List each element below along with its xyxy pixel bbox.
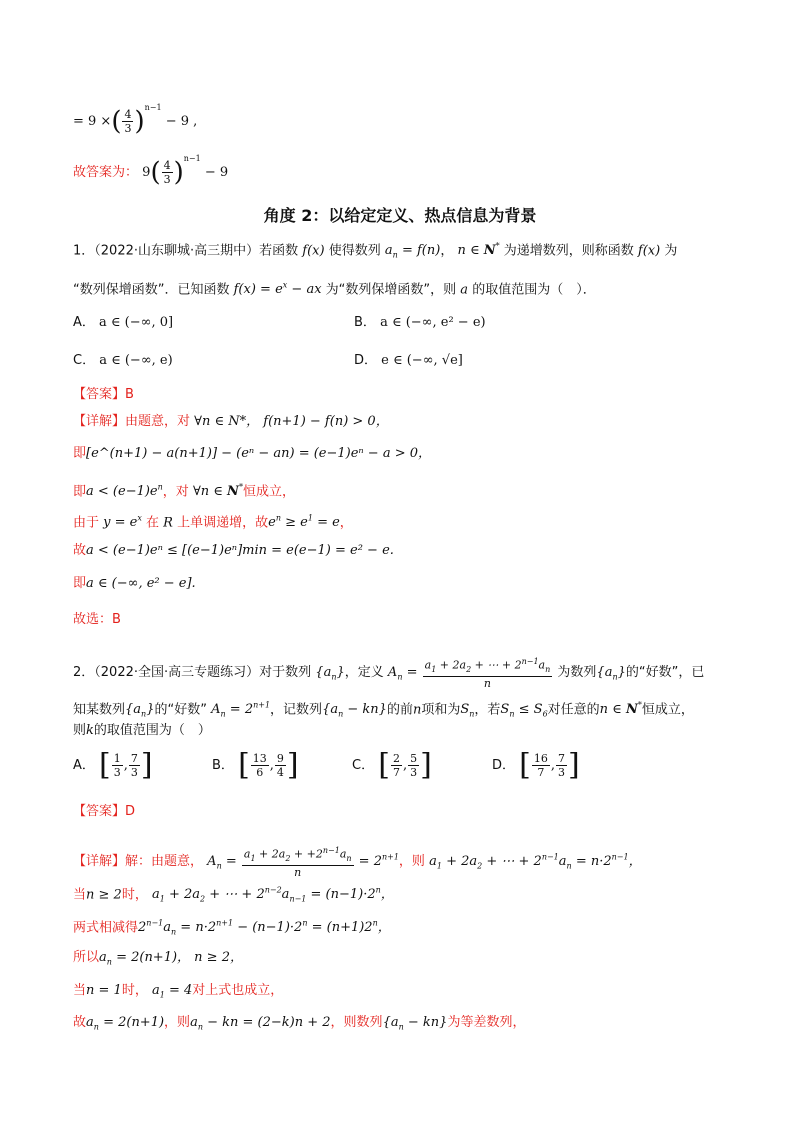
option-label: C．: [73, 353, 96, 368]
q1-option-a[interactable]: [73, 314, 173, 332]
q1-detail-line-5: [73, 542, 394, 560]
detail-text: 对上式也成立，: [192, 983, 284, 998]
detail-formula: $2^{n-1}a_n = n\cdot 2^{n+1} - (n-1)\cdot 2^n = (n+1)2^n$，: [138, 919, 391, 937]
option-label: D．: [354, 353, 378, 368]
q1-option-d[interactable]: [354, 352, 463, 370]
q2-detail-line-2: [73, 882, 394, 909]
q2-Sn: $S_n$: [460, 702, 475, 719]
q2-detail-line-6: [73, 1014, 525, 1037]
q1-stem-text: 若函数: [259, 243, 299, 259]
answer-conclusion-line: 故答案为： 9( $\frac{4}{3}$ )$^{n-1}$ − 9: [73, 153, 229, 188]
detail-formula: $a < (e-1)e^n$: [86, 483, 163, 500]
q2-stem-text: 为数列: [557, 664, 597, 680]
detail-formula: $a_1 = 4$: [151, 983, 193, 1000]
q1-fx: f(x): [302, 243, 325, 259]
option-label: B．: [212, 758, 234, 773]
detail-formula: n = 1: [86, 983, 122, 998]
q2-stem-text: 的“好数”: [154, 702, 207, 718]
q1-detail-line-3: 即$a < (e-1)e^n$，对 ∀n ∈ N*恒成立，: [73, 483, 295, 500]
q2-stem-text: 恒成立，: [641, 702, 694, 718]
q2-answer: 【答案】D: [73, 804, 136, 819]
option-value: a ∈ (−∞, e): [99, 353, 173, 368]
q2-number: 2．: [73, 664, 95, 680]
q2-seq-an: $\{a_n\}$: [315, 664, 345, 682]
detail-formula: $a_1 + 2a_2$ + ⋯ + $2^{n-2}a_{n-1} = (n-1)\cdot 2^n$，: [151, 886, 394, 904]
q2-n-domain: n ∈ N*: [599, 701, 642, 718]
detail-formula: [e^(n+1) − a(n+1)] − (eⁿ − an) = (e−1)eⁿ − a > 0，: [86, 446, 432, 461]
q1-source: （2022·山东聊城·高三期中）: [94, 243, 260, 259]
option-value: [ $\frac{13}{6}$ , $\frac{9}{4}$ ]: [238, 747, 299, 783]
answer-conclusion-label: 故答案为：: [73, 165, 139, 180]
q1-detail-line-1: [73, 413, 389, 431]
q2-stem-text: 项和为: [421, 702, 461, 718]
option-value: [ $\frac{1}{3}$ , $\frac{7}{3}$ ]: [99, 747, 153, 783]
option-value: a ∈ (−∞, e² − e): [380, 315, 486, 330]
detail-formula: ∀n ∈ N*: [192, 483, 243, 500]
q1-n-domain: n ∈ N*: [457, 242, 500, 259]
q1-number: 1．: [73, 243, 95, 259]
q1-var-a: a: [460, 282, 469, 298]
q2-source: （2022·全国·高三专题练习）: [94, 664, 260, 680]
q1-fx: f(x): [637, 243, 661, 259]
detail-text: ，则数列: [330, 1015, 383, 1030]
detail-text: 故: [73, 1015, 87, 1030]
detail-text: 解：由题意，: [125, 853, 204, 869]
detail-text: 由题意，对: [125, 414, 191, 429]
q1-function-def: $f(x) = e^x$ − ax: [233, 281, 322, 298]
q2-detail-line-1: [73, 844, 642, 879]
q1-stem-text: “数列保增函数”．已知函数: [73, 282, 230, 298]
q2-seq-an: $\{a_n\}$: [125, 702, 155, 719]
q2-seq-diff: $\{a_n - kn\}$: [322, 702, 387, 719]
q2-stem-text: 则: [73, 723, 87, 738]
detail-text: 在: [146, 515, 160, 531]
q1-stem-text: 为“数列保增函数”，则: [325, 282, 457, 298]
q2-detail-line-3: [73, 915, 391, 942]
option-label: C．: [352, 758, 375, 773]
detail-text: 所以: [73, 950, 100, 965]
q2-option-a[interactable]: [73, 747, 153, 783]
q1-detail-line-6: [73, 575, 196, 593]
detail-text: ，则: [164, 1015, 191, 1030]
q1-stem-line-1: 1．（2022·山东聊城·高三期中）若函数 f(x) 使得数列 $a_n = f(n)$， n ∈ N* 为递增数列，则称函数 f(x) 为: [73, 242, 678, 260]
continued-expression-line: = 9 ×( $\frac{4}{3}$ )$^{n-1}$ − 9 ,: [73, 102, 198, 137]
q2-good-number: $A_n = 2^{n+1}$: [211, 701, 271, 719]
q2-stem-line-2: [73, 697, 694, 724]
detail-formula: n ≥ 2: [86, 887, 122, 903]
q2-option-c[interactable]: [352, 747, 432, 783]
detail-formula: a ∈ (−∞, e² − e].: [86, 576, 196, 591]
q1-an-def: $a_n = f(n)$: [384, 243, 441, 260]
q2-stem-text: ，记数列: [270, 702, 323, 718]
option-label: D．: [492, 758, 516, 773]
q2-stem-text: 的“好数”，已: [625, 664, 705, 680]
detail-formula: $A_n$ = $\frac{a_1 + 2a_2 + +2^{n-1}a_n}{n}$ = $2^{n+1}$: [207, 846, 399, 879]
detail-text: 上单调递增，故: [177, 515, 269, 531]
detail-text: 为等差数列，: [447, 1015, 526, 1030]
q2-stem-text: ，定义: [344, 664, 384, 680]
q2-stem-text: 对任意的: [547, 702, 600, 718]
q2-option-b[interactable]: [212, 747, 299, 783]
detail-formula: $y = e^x$: [103, 514, 142, 531]
detail-formula: $a_n = 2(n+1)$: [86, 1015, 165, 1032]
q1-stem-text: 使得数列: [328, 243, 381, 259]
option-value: [ $\frac{16}{7}$ , $\frac{7}{3}$ ]: [519, 747, 580, 783]
detail-text: ，则: [398, 853, 425, 869]
detail-text: 两式相减得: [73, 920, 139, 936]
q2-var-n: n: [412, 702, 422, 718]
q2-stem-line-1: [73, 655, 704, 690]
q2-seq-an: $\{a_n\}$: [596, 664, 626, 682]
detail-formula: $a_n = 2(n+1)$， n ≥ 2，: [99, 950, 243, 967]
detail-formula: R: [163, 515, 173, 531]
q2-option-d[interactable]: [492, 747, 580, 783]
q2-stem-text: ，若: [474, 702, 501, 718]
q1-detail-line-2: [73, 445, 431, 463]
q1-option-c[interactable]: [73, 352, 173, 370]
detail-formula: $a_1 + 2a_2$ + ⋯ + $2^{n-1}a_n = n\cdot 2^{n-1}$，: [429, 852, 642, 871]
option-value: a ∈ (−∞, 0]: [99, 315, 174, 330]
detail-text: 由于: [73, 515, 100, 531]
q2-stem-line-3: [73, 722, 211, 740]
detail-text: 即: [73, 484, 87, 500]
option-label: A．: [73, 758, 95, 773]
detail-text: 时，: [121, 887, 148, 903]
q2-stem-text: 的前: [386, 702, 413, 718]
q2-stem-text: 的取值范围为（ ）: [93, 723, 211, 738]
q2-ineq: $S_n \le S_6$: [500, 702, 548, 719]
detail-text: 当: [73, 983, 87, 998]
detail-formula: $\{a_n - kn\}$: [382, 1015, 448, 1032]
q1-answer: 【答案】B: [73, 387, 134, 402]
q2-detail-line-5: [73, 982, 283, 1005]
detail-formula: a < (e−1)eⁿ ≤ [(e−1)eⁿ]min = e(e−1) = e² − e.: [86, 543, 394, 558]
detail-text: 时，: [121, 983, 148, 998]
q2-detail-line-4: [73, 949, 243, 972]
option-label: B．: [354, 315, 376, 330]
detail-text: 即: [73, 576, 87, 591]
q1-option-b[interactable]: [354, 314, 486, 332]
detail-formula: $a_n$ − kn = (2−k)n + 2: [190, 1015, 331, 1032]
option-value: [ $\frac{2}{7}$ , $\frac{5}{3}$ ]: [378, 747, 432, 783]
detail-text: 故: [73, 543, 87, 558]
q2-stem-text: 知某数列: [73, 702, 126, 718]
q1-stem-line-2: [73, 277, 596, 299]
detail-formula: $e^n \ge e^1 = e$: [268, 514, 340, 531]
detail-formula: ∀n ∈ N*， f(n+1) − f(n) > 0，: [194, 414, 389, 429]
detail-text: 当: [73, 887, 87, 903]
section-title: 角度 2：以给定定义、热点信息为背景: [263, 206, 537, 225]
q1-detail-line-4: 由于 $y = e^x$ 在 R 上单调递增，故$e^n \ge e^1 = e$，: [73, 514, 353, 531]
detail-text: 即: [73, 446, 87, 461]
q1-stem-text: 为: [664, 243, 678, 259]
detail-label: 【详解】: [73, 414, 126, 429]
q1-choose: 故选：B: [73, 612, 121, 627]
q2-var-k: k: [86, 723, 94, 738]
detail-label: 【详解】: [73, 853, 126, 869]
q2-stem-text: 对于数列: [259, 664, 312, 680]
q2-An-def: $A_n$ = $\frac{a_1 + 2a_2 + \cdots + 2^{n-1}a_n}{n}$: [387, 657, 551, 690]
q1-stem-text: 的取值范围为（ ）．: [472, 282, 596, 298]
option-value: e ∈ (−∞, √e]: [381, 353, 463, 368]
q1-stem-text: 为递增数列，则称函数: [503, 243, 634, 259]
detail-text: 恒成立，: [242, 484, 295, 500]
option-label: A．: [73, 315, 95, 330]
